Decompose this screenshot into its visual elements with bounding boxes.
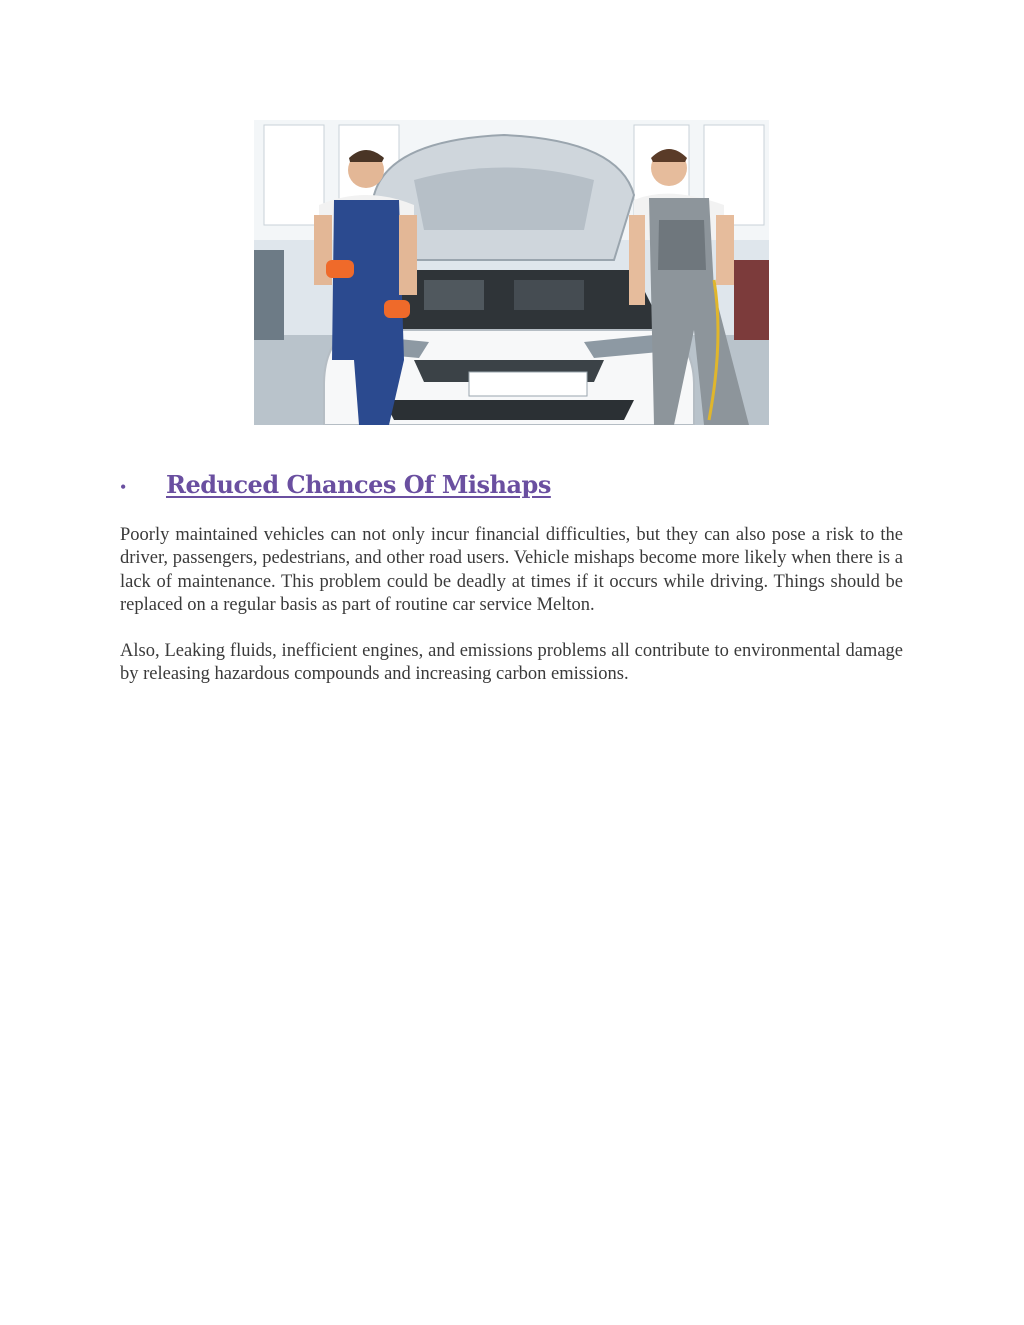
mechanics-car-photo (254, 120, 769, 425)
body-paragraph-1: Poorly maintained vehicles can not only incur financial difficulties, but they can also pose a risk to the driver, passengers, pedestrians, and other road users. Vehicle mishaps become more likely when there is a lack of maintenance. This problem could be deadly at times if it occurs while driving. Things should be replaced on a regular basis as part of routine car service Melton. (120, 525, 903, 615)
body-paragraph-2: Also, Leaking fluids, inefficient engines, and emissions problems all contribute to environmental damage by releasing hazardous compounds and increasing carbon emissions. (120, 641, 903, 685)
bullet-list-item (120, 466, 900, 506)
bullet-marker: • (120, 477, 127, 497)
section-heading-link[interactable]: Reduced Chances Of Mishaps (166, 470, 551, 499)
